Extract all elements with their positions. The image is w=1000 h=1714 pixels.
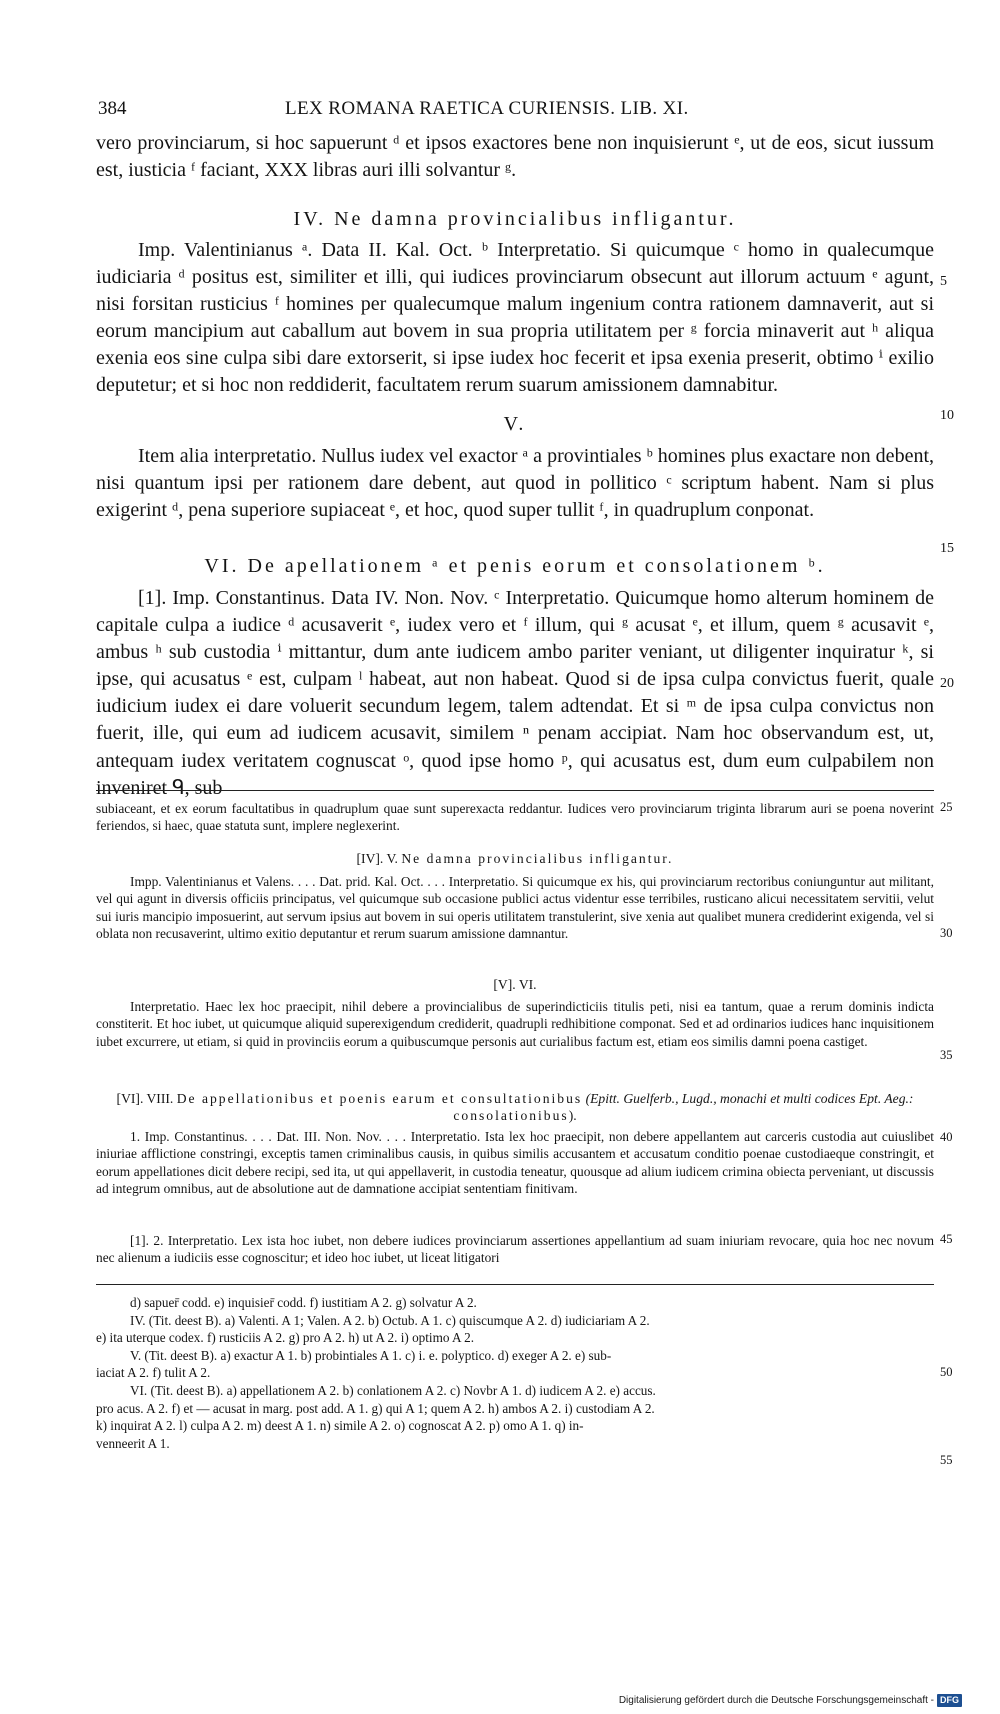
- line-number: 15: [940, 541, 954, 556]
- line-number: 5: [940, 274, 947, 289]
- line-number: 30: [940, 926, 953, 940]
- heading-title: De appellationibus et poenis earum et consultationibus: [176, 1091, 583, 1106]
- lower-section-vi-heading: [96, 1090, 934, 1124]
- lower-section-vi-para2: [1]. 2. Interpretatio. Lex ista hoc iubet, non debere iudices provinciarum assertiones appellantium ad suam iniuriam revocare, quia hoc nec novum nec alienum a iudiciis esse cognoscitur; et ideo hoc iubet, ut liceat litigatori: [96, 1233, 934, 1266]
- heading-prefix: [IV]. V.: [356, 851, 398, 866]
- lower-section-vi-para1: 1. Imp. Constantinus. . . . Dat. III. Non. Nov. . . . Interpretatio. Ista lex hoc praecipit, non debere appellantem aut carceris custodia aut cuiuslibet iniuriae afflictione constringi, exceptis tamen criminalibus causis, in quibus similis accusantem et accusatum conditio poenae custodiaeque constringit, et eorum appellationes dicit debere recipi, sed ita, ut qui appellaverit, in custodia teneatur, quousque ad alium iudicem crimina obiecta perveniant, ut discussis ad integrum omnibus, aut de absolutione aut de damnatione accipiat sententiam finitivam.: [96, 1129, 934, 1196]
- section-vi-text: [1]. Imp. Constantinus. Data IV. Non. Nov. ᶜ Interpretatio. Quicumque homo alterum hominem de capitale culpa a iudice ᵈ acusaverit ᵉ, iudex vero et ᶠ illum, qui ᵍ acusat ᵉ, et illum, quem ᵍ acusavit ᵉ, ambus ʰ sub custodia ⁱ mittantur, dum ante iudicem ambo pariter veniant, ut diligenter inquiratur ᵏ, si ipse, qui acusatus ᵉ est, culpam ˡ habeat, aut non habeat. Quod si de ipsa culpa convictus fuerit, quale iudicium iudex ei dare voluerit secundum legem, talem adtendat. Et si ᵐ de ipsa culpa convictus non fuerit, ille, qui eum ad iudicem acusavit, similem ⁿ penam accipiat. Nam hoc observandum est, ut, antequam iudex veritatem cognuscat ᵒ, quod ipse homo ᵖ, qui acusatus est, dum eum culpabilem non inveniret ᑫ, sub: [96, 587, 934, 799]
- dfg-logo: DFG: [937, 1694, 962, 1707]
- apparatus-row: IV. (Tit. deest B). a) Valenti. A 1; Valen. A 2. b) Octub. A 1. c) quiscumque A 2. d) iudiciariam A 2.: [130, 1312, 650, 1328]
- apparatus-row: pro acus. A 2. f) et — acusat in marg. post add. A 1. g) qui A 1; quem A 2. h) ambos A 2. i) custodiam A 2.: [96, 1400, 655, 1416]
- line-number: 20: [940, 676, 954, 691]
- line-number: 55: [940, 1453, 953, 1467]
- apparatus: [96, 1294, 934, 1452]
- apparatus-row: VI. (Tit. deest B). a) appellationem A 2. b) conlationem A 2. c) Novbr A 1. d) iudicem A 2. e) accus.: [130, 1382, 656, 1398]
- line-number: 35: [940, 1048, 953, 1062]
- page-number: 384: [98, 98, 127, 119]
- digitization-credit: [619, 1694, 962, 1707]
- lower-continuation: subiaceant, et ex eorum facultatibus in quadruplum quae sunt superexacta reddantur. Iudices vero provinciarum triginta librarum auri se poena noverint feriendos, si haec, quae statuta sunt, implere neglexerint.: [96, 801, 934, 834]
- line-number: 40: [940, 1130, 953, 1144]
- line-number: 45: [940, 1232, 953, 1246]
- lower-section-v-text: Interpretatio. Haec lex hoc praecipit, nihil debere a provincialibus de superindicticiis titulis peti, nisi ea tantum, quae a rerum dominis indicta constiterit. Et hoc iubet, ut quicumque aliquid superexigendum crediderit, quadrupli redhibitione componat. Sed et ad ordinarios iudices hanc inquisitionem iubet excurrere, ut etiam, si quid in provinciis eorum a quibuscumque personis aut curialibus factum est, etiam eos similis damni poena castiget.: [96, 999, 934, 1049]
- section-vi-heading: VI. De apellationem ᵃ et penis eorum et consolationem ᵇ.: [204, 555, 826, 577]
- heading-title: Ne damna provincialibus infligantur.: [401, 851, 674, 866]
- running-title: LEX ROMANA RAETICA CURIENSIS. LIB. XI.: [285, 98, 689, 119]
- apparatus-row: e) ita uterque codex. f) rusticiis A 2. g) pro A 2. h) ut A 2. i) optimo A 2.: [96, 1330, 474, 1346]
- main-continuation: vero provinciarum, si hoc sapuerunt ᵈ et ipsos exactores bene non inquisierunt ᵉ, ut de eos, sicut iussum est, iusticia ᶠ faciant, XXX libras auri illi solvantur ᵍ.: [96, 132, 934, 182]
- lower-section-v-heading: [V]. VI.: [493, 977, 537, 992]
- apparatus-row: d) sapuer̄ codd. e) inquisier̄ codd. f) iustitiam A 2. g) solvatur A 2.: [130, 1295, 477, 1310]
- credit-text: Digitalisierung gefördert durch die Deutsche Forschungsgemeinschaft -: [618, 1695, 934, 1706]
- section-iv-heading: IV. Ne damna provincialibus infligantur.: [293, 208, 737, 230]
- divider: [96, 1284, 934, 1285]
- apparatus-row: k) inquirat A 2. l) culpa A 2. m) deest A 1. n) simile A 2. o) cognoscat A 2. p) omo A 1. q) in-: [96, 1418, 584, 1434]
- section-iv-text: Imp. Valentinianus ᵃ. Data II. Kal. Oct. ᵇ Interpretatio. Si quicumque ᶜ homo in qualecumque iudiciaria ᵈ positus est, similiter et illi, qui iudices provinciarum obsecunt aut illorum actuum ᵉ agunt, nisi forsitan rusticius ᶠ homines per qualecumque malum ingenium contra rationem damnaverit, aut si eorum mancipium aut caballum aut bovem in sua propria utilitatem per ᵍ forcia minaverit aut ʰ aliqua exenia eos sine culpa sibi dare extorserit, si ipse iudex hoc fecerit et ipsa exenia preserit, obtimo ⁱ exilio deputetur; et si hoc non reddiderit, facultatem rerum suarum amissionem damnabitur.: [96, 239, 934, 397]
- heading-note: (Epitt. Guelferb., Lugd., monachi et multi codices Ept. Aeg.:: [585, 1091, 914, 1106]
- lower-section-iv-text: Impp. Valentinianus et Valens. . . . Dat. prid. Kal. Oct. . . . Interpretatio. Si quicumque ex his, qui provinciarum rectoribus coniunguntur aut militant, vel qui agunt in diversis officiis principatus, vel quicumque sub occasione publici actus videntur esse terribiles, rusticano alicui necessitatem servitii, velut sui iuris mancipio imposuerint, aut servum ipsius aut bovem in sui operis utilitatem transtulerint, sive xenia aut qualibet munera crediderint exigenda, vel si oblata non recusaverint, ultimo exitio deputantur et rerum suarum amissione damnantur.: [96, 874, 934, 941]
- heading-end: ).: [568, 1108, 577, 1123]
- line-number: 50: [940, 1365, 953, 1379]
- lower-section-iv-heading: [96, 851, 934, 867]
- apparatus-row: iaciat A 2. f) tulit A 2.: [96, 1365, 211, 1381]
- heading-prefix: [VI]. VIII.: [116, 1091, 174, 1106]
- apparatus-row: venneerit A 1.: [96, 1435, 170, 1451]
- line-number: 10: [940, 408, 954, 423]
- line-number: 25: [940, 800, 953, 814]
- apparatus-row: V. (Tit. deest B). a) exactur A 1. b) probintiales A 1. c) i. e. polyptico. d) exeger A 2. e) sub-: [130, 1347, 612, 1363]
- heading-title-alt: consolationibus: [453, 1108, 569, 1123]
- section-v-heading: V.: [503, 413, 527, 435]
- divider: [96, 790, 934, 791]
- section-v-text: Item alia interpretatio. Nullus iudex vel exactor ᵃ a provintiales ᵇ homines plus exactare non debent, nisi quantum ipsi per rationem dare debent, aut quod in pollitico ᶜ scriptum habent. Nam si plus exigerint ᵈ, pena superiore supiaceat ᵉ, et hoc, quod super tullit ᶠ, in quadruplum conponat.: [96, 445, 934, 522]
